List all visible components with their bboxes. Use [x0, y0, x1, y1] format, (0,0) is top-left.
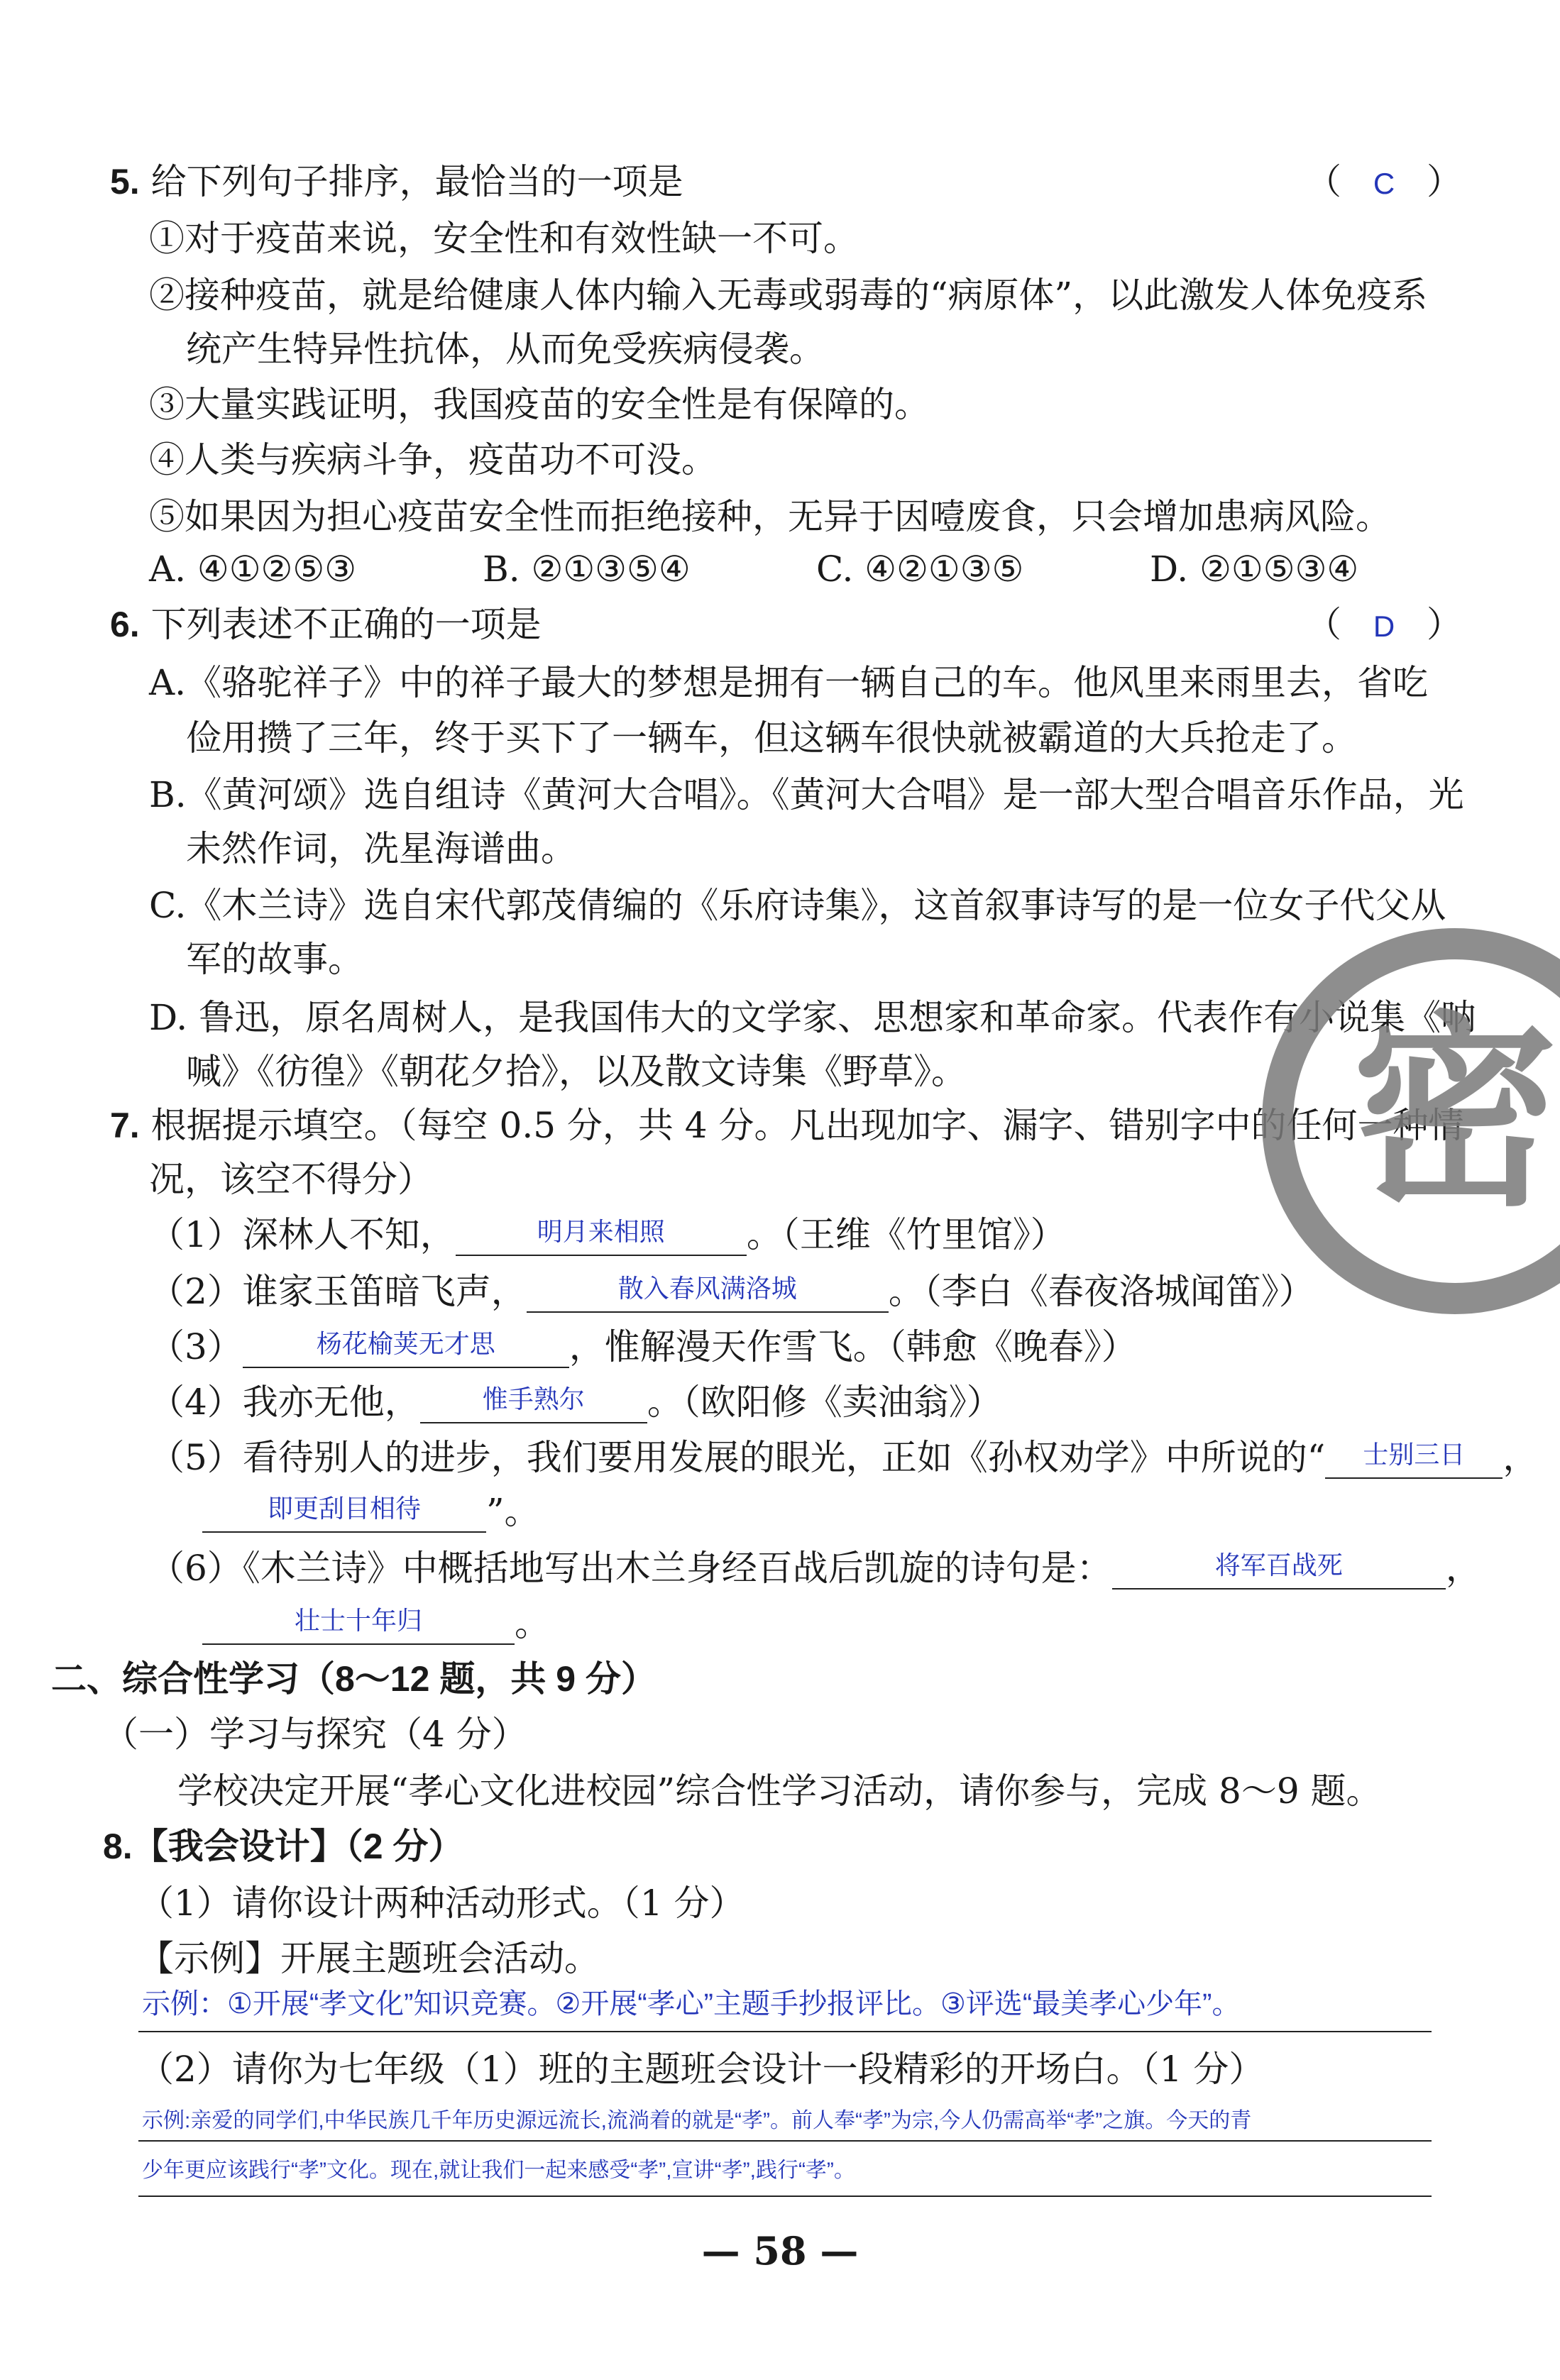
q5-option-b: B. ②①③⑤④: [483, 549, 691, 590]
q5-answer: C: [1373, 167, 1395, 200]
q7-item-2-prefix: （2）谁家玉笛暗飞声，: [149, 1271, 527, 1312]
q7-item-6-line2: [202, 1602, 550, 1645]
q8-answer-2-rule-1: [138, 2140, 1432, 2142]
secret-stamp: [1256, 922, 1560, 1320]
q5-sentence-2a: ②接种疫苗，就是给健康人体内输入无毒或弱毒的“病原体”，以此激发人体免疫系: [149, 275, 1428, 316]
q5-options: [149, 548, 1358, 590]
q6-option-c-line1: C.《木兰诗》选自宋代郭茂倩编的《乐府诗集》，这首叙事诗写的是一位女子代父从: [149, 885, 1446, 926]
section-2-subtitle: （一）学习与探究（4 分）: [103, 1714, 527, 1755]
q7-item-3-answer: 杨花榆荚无才思: [316, 1329, 495, 1358]
q5-option-d: D. ②①⑤③④: [1150, 549, 1359, 590]
q7-stem-1: 根据提示填空。（每空 0.5 分，共 4 分。凡出现加字、漏字、错别字中的任何一种情: [150, 1105, 1464, 1146]
q7-item-3-blank[interactable]: [243, 1328, 569, 1368]
q7-item-4-blank[interactable]: [420, 1384, 647, 1423]
q7-item-6-line1: [149, 1547, 1481, 1590]
q8-answer-2-line2: 少年更应该践行“孝”文化。现在,就让我们一起来感受“孝”,宣讲“孝”,践行“孝”。: [142, 2159, 855, 2182]
q7-item-2: [149, 1270, 1314, 1313]
q5-stem-line: [110, 160, 683, 203]
q7-item-5-prefix: （5）看待别人的进步，我们要用发展的眼光，正如《孙权劝学》中所说的“: [149, 1437, 1326, 1478]
q8-answer-1-rule: [138, 2031, 1432, 2032]
q7-item-1-prefix: （1）深林人不知，: [149, 1214, 456, 1255]
section-2-intro: 学校决定开展“孝心文化进校园”综合性学习活动，请你参与，完成 8～9 题。: [177, 1770, 1382, 1812]
q6-option-a-line2: 俭用攒了三年，终于买下了一辆车，但这辆车很快就被霸道的大兵抢走了。: [186, 717, 1357, 759]
q7-item-4-answer: 惟手熟尔: [482, 1384, 585, 1414]
q6-option-d-line1: D. 鲁迅，原名周树人，是我国伟大的文学家、思想家和革命家。代表作有小说集《呐: [149, 997, 1477, 1038]
q7-item-5-answer-2: 即更刮目相待: [267, 1494, 421, 1523]
q5-sentence-2b: 统产生特异性抗体，从而免受疾病侵袭。: [186, 329, 825, 370]
q8-title-line: [103, 1825, 463, 1868]
q7-item-3-suffix: ，惟解漫天作雪飞。（韩愈《晚春》）: [568, 1326, 1137, 1367]
q6-option-b-line2: 未然作词，冼星海谱曲。: [186, 828, 576, 869]
q6-option-c-line2: 军的故事。: [186, 939, 363, 980]
q7-item-5-answer-1: 士别三日: [1363, 1440, 1466, 1469]
q7-item-5-line2: [202, 1490, 540, 1533]
q7-item-6-prefix: （6）《木兰诗》中概括地写出木兰身经百战后凯旋的诗句是：: [149, 1548, 1112, 1589]
q5-stem: 给下列句子排序，最恰当的一项是: [150, 161, 683, 202]
q5-number: 5.: [110, 162, 140, 202]
q8-answer-2-rule-2: [138, 2196, 1432, 2197]
q6-answer: D: [1373, 610, 1395, 643]
q7-item-1: [149, 1213, 1066, 1256]
q5-sentence-3: ③大量实践证明，我国疫苗的安全性是有保障的。: [149, 384, 930, 425]
q8-answer-1: 示例：①开展“孝文化”知识竞赛。②开展“孝心”主题手抄报评比。③评选“最美孝心少年”。: [142, 1988, 1241, 2020]
q7-stem-line2: 况，该空不得分）: [149, 1159, 433, 1200]
q5-sentence-5: ⑤如果因为担心疫苗安全性而拒绝接种，无异于因噎废食，只会增加患病风险。: [149, 496, 1391, 537]
q8-answer-2-line1: 示例:亲爱的同学们,中华民族几千年历史源远流长,流淌着的就是“孝”。前人奉“孝”为宗,今人仍需高举“孝”之旗。今天的青: [142, 2109, 1252, 2132]
q7-item-5-blank-1[interactable]: [1325, 1439, 1503, 1479]
q7-item-2-answer: 散入春风满洛城: [617, 1274, 797, 1303]
stamp-character: 密: [1352, 995, 1558, 1234]
q7-item-4: [149, 1381, 1002, 1423]
q6-option-d-line2: 喊》《彷徨》《朝花夕拾》，以及散文诗集《野草》。: [186, 1051, 967, 1092]
q7-number: 7.: [110, 1106, 140, 1145]
q7-item-6-blank-2[interactable]: [202, 1605, 515, 1645]
q8-part-2: （2）请你为七年级（1）班的主题班会设计一段精彩的开场白。（1 分）: [138, 2049, 1265, 2090]
q6-option-a-line1: A.《骆驼祥子》中的祥子最大的梦想是拥有一辆自己的车。他风里来雨里去，省吃: [149, 662, 1429, 703]
q7-item-5-line1: [149, 1436, 1538, 1479]
section-2-title: 二、综合性学习（8～12 题，共 9 分）: [51, 1659, 657, 1699]
q6-stem: 下列表述不正确的一项是: [150, 604, 542, 645]
q7-item-4-prefix: （4）我亦无他，: [149, 1382, 420, 1423]
q7-item-4-suffix: 。（欧阳修《卖油翁》）: [647, 1382, 1002, 1423]
q8-title: 【我会设计】（2 分）: [132, 1827, 464, 1866]
q7-item-3: [149, 1326, 1137, 1368]
q5-option-c: C. ④②①③⑤: [816, 549, 1024, 590]
q5-sentence-4: ④人类与疾病斗争，疫苗功不可没。: [149, 439, 717, 480]
q8-number: 8.: [103, 1827, 133, 1866]
q7-item-1-suffix: 。（王维《竹里馆》）: [746, 1214, 1066, 1255]
q6-answer-paren: （ D ）: [1306, 603, 1462, 648]
q7-item-6-answer-1: 将军百战死: [1214, 1550, 1343, 1580]
q7-item-6-suffix: 。: [515, 1603, 550, 1644]
q5-option-a: A. ④①②⑤③: [149, 549, 357, 590]
q6-number: 6.: [110, 605, 140, 644]
q8-part-1: （1）请你设计两种活动形式。（1 分）: [138, 1883, 745, 1924]
q7-item-1-answer: 明月来相照: [537, 1217, 665, 1246]
q7-item-1-blank[interactable]: [456, 1216, 747, 1256]
page-number: — 58 —: [701, 2228, 859, 2274]
q8-example: 【示例】开展主题班会活动。: [138, 1938, 600, 1979]
q5-sentence-1: ①对于疫苗来说，安全性和有效性缺一不可。: [149, 218, 859, 259]
q7-item-6-blank-1[interactable]: [1112, 1550, 1446, 1590]
q6-stem-line: [110, 603, 542, 646]
q7-item-2-suffix: 。（李白《春夜洛城闻笛》）: [888, 1271, 1314, 1312]
q7-item-5-suffix: ”。: [486, 1491, 540, 1532]
q7-item-6-comma: ，: [1445, 1548, 1481, 1589]
q6-option-b-line1: B.《黄河颂》选自组诗《黄河大合唱》。《黄河大合唱》是一部大型合唱音乐作品，光: [149, 774, 1464, 815]
q7-item-2-blank[interactable]: [527, 1273, 889, 1313]
q5-answer-paren: （ C ）: [1306, 160, 1462, 205]
q7-item-3-prefix: （3）: [149, 1326, 243, 1367]
q7-item-6-answer-2: 壮士十年归: [294, 1606, 422, 1635]
q7-item-5-comma: ，: [1503, 1437, 1539, 1478]
q7-item-5-blank-2[interactable]: [202, 1493, 486, 1533]
